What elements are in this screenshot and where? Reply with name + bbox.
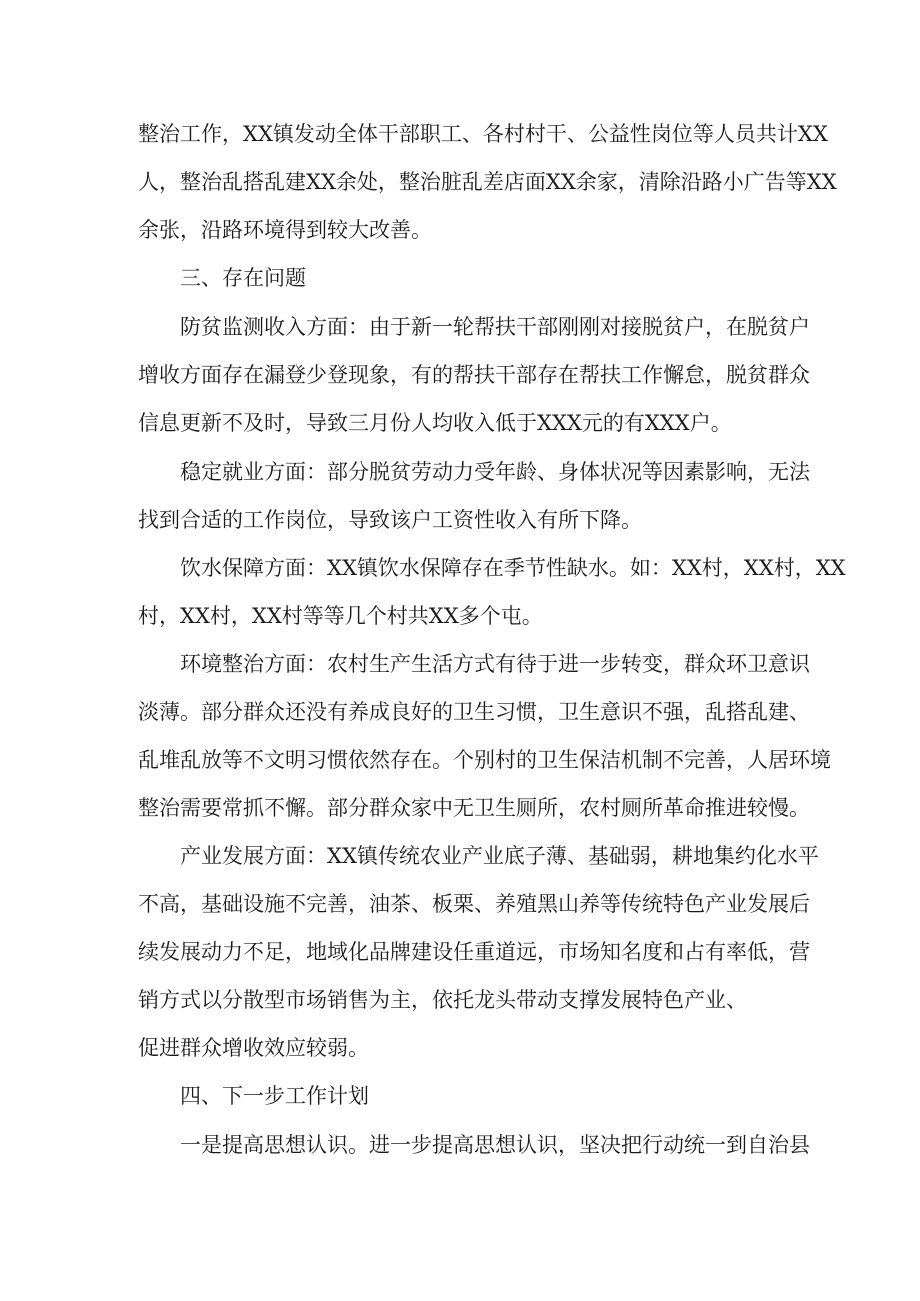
text-line: 不高，基础设施不完善，油茶、板栗、养殖黑山养等传统特色产业发展后 [138,892,810,916]
text-line: 续发展动力不足，地域化品牌建设任重道远，市场知名度和占有率低，营 [138,940,810,964]
text-line: 产业发展方面：XX镇传统农业产业底子薄、基础弱，耕地集约化水平 [180,844,819,868]
text-line: 稳定就业方面：部分脱贫劳动力受年龄、身体状况等因素影响，无法 [180,460,810,484]
text-line: 整治需要常抓不懈。部分群众家中无卫生厕所，农村厕所革命推进较慢。 [138,796,810,820]
text-line: 防贫监测收入方面：由于新一轮帮扶干部刚刚对接脱贫户，在脱贫户 [180,315,810,339]
text-line: 销方式以分散型市场销售为主，依托龙头带动支撑发展特色产业、 [138,988,747,1012]
text-line: 余张，沿路环境得到较大改善。 [138,218,432,242]
text-line: 整治工作，XX镇发动全体干部职工、各村村干、公益性岗位等人员共计XX [138,122,828,146]
text-line: 乱堆乱放等不文明习惯依然存在。个别村的卫生保洁机制不完善，人居环境 [138,748,831,772]
text-line: 人，整治乱搭乱建XX余处，整治脏乱差店面XX余家，清除沿路小广告等XX [138,170,837,194]
text-line: 环境整治方面：农村生产生活方式有待于进一步转变，群众环卫意识 [180,652,810,676]
text-line: 增收方面存在漏登少登现象，有的帮扶干部存在帮扶工作懈怠，脱贫群众 [138,363,810,387]
text-line: 信息更新不及时，导致三月份人均收入低于XXX元的有XXX户。 [138,411,732,435]
text-line: 促进群众增收效应较弱。 [138,1036,369,1060]
text-line: 淡薄。部分群众还没有养成良好的卫生习惯，卫生意识不强，乱搭乱建、 [138,700,810,724]
text-line: 村，XX村，XX村等等几个村共XX多个屯。 [138,604,543,628]
section-heading: 三、存在问题 [180,266,306,290]
section-heading: 四、下一步工作计划 [180,1084,369,1108]
text-line: 一是提高思想认识。进一步提高思想认识，坚决把行动统一到自治县 [180,1133,810,1157]
text-line: 饮水保障方面：XX镇饮水保障存在季节性缺水。如：XX村，XX村，XX [180,556,846,580]
text-line: 找到合适的工作岗位，导致该户工资性收入有所下降。 [138,508,642,532]
